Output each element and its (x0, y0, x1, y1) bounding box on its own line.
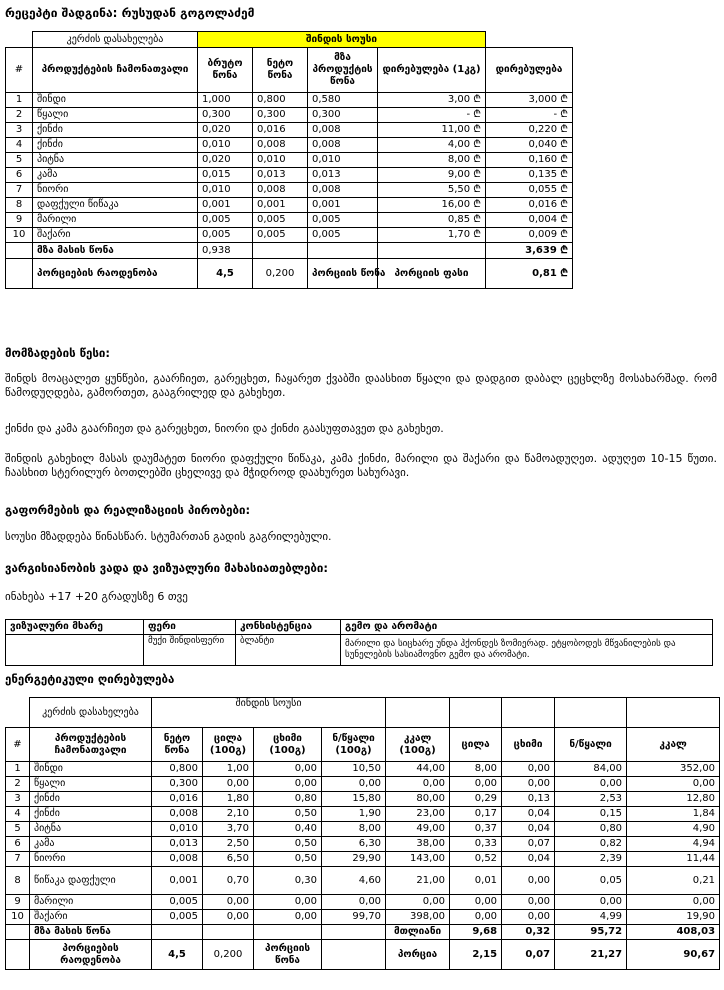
table-row (6, 837, 720, 852)
serving-text: სოუსი მზადდება წინასწარ. სტუმართან გადის გაგრილებული. (5, 530, 332, 543)
cell-c100: 0,00 (322, 895, 386, 910)
cell-k: 4,90 (627, 822, 720, 837)
cell-price: 0,85 ₾ (378, 213, 486, 228)
cell-price: 9,00 ₾ (378, 168, 486, 183)
cell-f: 0,00 (502, 910, 555, 925)
energy-portion-carb: 21,27 (555, 940, 627, 970)
cell-k: 19,90 (627, 910, 720, 925)
portion-weight-label: პორციის წონა (308, 259, 378, 289)
cell-n: 4 (6, 807, 30, 822)
cell-p: 0,37 (450, 822, 502, 837)
table-row (6, 777, 720, 792)
table-row (6, 93, 573, 108)
table-row (6, 807, 720, 822)
cell-c100: 99,70 (322, 910, 386, 925)
cell-name: კამა (33, 168, 198, 183)
cell-price: 11,00 ₾ (378, 123, 486, 138)
prep-paragraph-3: შინდის გახეხილ მასას დაუმატეთ ნიორი დაფქული წიწაკა, კამა ქინძი, მარილი და შაქარი და წამოადუღეთ. ადუღეთ 10-15 წუთი. ჩაასხით სტერილურ ბოთლებში ცხელივე და მჭიდროდ დაახურეთ სახურავი. (5, 452, 717, 479)
cell-name: შინდი (33, 93, 198, 108)
cell-cost: 0,220 ₾ (486, 123, 573, 138)
table-row (6, 792, 720, 807)
energy-portions-value: 4,5 (152, 940, 203, 970)
cell-c: 0,05 (555, 867, 627, 895)
cell-p100: 2,10 (203, 807, 254, 822)
cell-n: 3 (6, 123, 33, 138)
cell-net: 0,005 (253, 213, 308, 228)
cell-name: ქინძი (30, 807, 152, 822)
cell-net: 0,800 (152, 762, 203, 777)
cell-k: 1,84 (627, 807, 720, 822)
col-num: # (6, 48, 33, 93)
cell-n: 4 (6, 138, 33, 153)
cell-c: 4,99 (555, 910, 627, 925)
cell-gross: 1,000 (198, 93, 253, 108)
cell-n: 5 (6, 153, 33, 168)
cell-total: 0,013 (308, 168, 378, 183)
cell-p: 0,00 (450, 910, 502, 925)
cell-f100: 0,80 (254, 792, 322, 807)
e-col-fat: ცხიმი (502, 728, 555, 762)
e-col-product: პროდუქტების ჩამონათვალი (30, 728, 152, 762)
cell-price: - ₾ (378, 108, 486, 123)
cell-total: 0,005 (308, 228, 378, 243)
cell-f100: 0,30 (254, 867, 322, 895)
energy-total-carb: 95,72 (555, 925, 627, 940)
cell-net: 0,005 (152, 910, 203, 925)
cell-total: 0,001 (308, 198, 378, 213)
cell-name: ქინძი (33, 123, 198, 138)
cell-k100: 21,00 (386, 867, 450, 895)
cell-net: 0,008 (253, 138, 308, 153)
cell-c: 0,82 (555, 837, 627, 852)
energy-heading: ენერგეტიკული ღირებულება (5, 672, 175, 686)
table-row (6, 228, 573, 243)
cell-p: 0,17 (450, 807, 502, 822)
cell-c: 0,00 (555, 777, 627, 792)
table-row (6, 762, 720, 777)
cell-k100: 398,00 (386, 910, 450, 925)
cell-c100: 10,50 (322, 762, 386, 777)
cell-gross: 0,010 (198, 138, 253, 153)
portion-weight-value: 0,200 (253, 259, 308, 289)
cell-k: 0,00 (627, 895, 720, 910)
cell-k: 352,00 (627, 762, 720, 777)
cell-k: 0,21 (627, 867, 720, 895)
cell-cost: 0,009 ₾ (486, 228, 573, 243)
cell-p100: 3,70 (203, 822, 254, 837)
cell-name: შაქარი (33, 228, 198, 243)
portions-value: 4,5 (198, 259, 253, 289)
cell-gross: 0,001 (198, 198, 253, 213)
cell-name: კამა (30, 837, 152, 852)
cell-n: 6 (6, 168, 33, 183)
cost-table (5, 31, 573, 289)
prep-paragraph-2: ქინძი და კამა გაარჩიეთ და გარეცხეთ, ნიორი და ქინძი გაასუფთავეთ და გახეხეთ. (5, 422, 444, 435)
table-row (6, 852, 720, 867)
table-row (6, 910, 720, 925)
cell-f100: 0,00 (254, 895, 322, 910)
energy-portion-weight: 0,200 (203, 940, 254, 970)
cell-k100: 38,00 (386, 837, 450, 852)
col-total: მზა პროდუქტის წონა (308, 48, 378, 93)
energy-total-kcal: 408,03 (627, 925, 720, 940)
table-row (6, 213, 573, 228)
energy-portion-word: პორცია (386, 940, 450, 970)
cell-k100: 0,00 (386, 777, 450, 792)
cell-c100: 1,90 (322, 807, 386, 822)
table-row (6, 867, 720, 895)
cell-c: 0,80 (555, 822, 627, 837)
cell-f: 0,04 (502, 822, 555, 837)
cell-f100: 0,50 (254, 837, 322, 852)
table-row (6, 198, 573, 213)
cell-total: 0,580 (308, 93, 378, 108)
cell-name: შინდი (30, 762, 152, 777)
cell-c100: 8,00 (322, 822, 386, 837)
cell-p100: 2,50 (203, 837, 254, 852)
visual-side-header: ვიზუალური მხარე (6, 620, 144, 635)
cell-net: 0,008 (152, 852, 203, 867)
cell-net: 0,008 (152, 807, 203, 822)
energy-portion-weight-label: პორციის წონა (254, 940, 322, 970)
taste-header: გემო და არომატი (341, 620, 713, 635)
cell-gross: 0,020 (198, 153, 253, 168)
e-col-kcal: კკალ (627, 728, 720, 762)
cell-total: 0,300 (308, 108, 378, 123)
col-net: ნეტო წონა (253, 48, 308, 93)
cell-name: მარილი (33, 213, 198, 228)
energy-total-fat: 0,32 (502, 925, 555, 940)
cell-f100: 0,40 (254, 822, 322, 837)
cell-c100: 15,80 (322, 792, 386, 807)
cell-total: 0,010 (308, 153, 378, 168)
cell-c100: 0,00 (322, 777, 386, 792)
cell-net: 0,001 (152, 867, 203, 895)
cell-n: 2 (6, 777, 30, 792)
cell-n: 8 (6, 198, 33, 213)
cell-k: 0,00 (627, 777, 720, 792)
cell-price: 5,50 ₾ (378, 183, 486, 198)
cell-p: 0,29 (450, 792, 502, 807)
e-col-fat100: ცხიმი (100გ) (254, 728, 322, 762)
cell-f100: 0,00 (254, 762, 322, 777)
cell-cost: 0,040 ₾ (486, 138, 573, 153)
table-row (6, 123, 573, 138)
cell-f: 0,13 (502, 792, 555, 807)
cell-c100: 29,90 (322, 852, 386, 867)
col-gross: ბრუტო წონა (198, 48, 253, 93)
cell-name: წიწაკა დაფქული (30, 867, 152, 895)
cell-k: 12,80 (627, 792, 720, 807)
cell-net: 0,013 (253, 168, 308, 183)
table-row (6, 168, 573, 183)
cell-cost: 0,016 ₾ (486, 198, 573, 213)
cell-n: 9 (6, 895, 30, 910)
cell-k: 4,94 (627, 837, 720, 852)
cell-n: 6 (6, 837, 30, 852)
cell-n: 7 (6, 852, 30, 867)
cell-net: 0,800 (253, 93, 308, 108)
cell-p100: 1,00 (203, 762, 254, 777)
cell-p100: 0,70 (203, 867, 254, 895)
cell-f: 0,00 (502, 895, 555, 910)
cell-k100: 80,00 (386, 792, 450, 807)
cell-f100: 0,50 (254, 852, 322, 867)
cell-n: 2 (6, 108, 33, 123)
page-title: რეცეპტი შადგინა: რუსუდან გოგოლაძემ (5, 6, 255, 20)
cell-n: 1 (6, 762, 30, 777)
cell-n: 9 (6, 213, 33, 228)
cell-name: მარილი (30, 895, 152, 910)
e-col-kcal100: კკალ (100გ) (386, 728, 450, 762)
cell-p100: 1,80 (203, 792, 254, 807)
table-row (6, 108, 573, 123)
e-col-carb: ნ/წყალი (555, 728, 627, 762)
cell-p: 0,00 (450, 777, 502, 792)
cell-gross: 0,300 (198, 108, 253, 123)
cell-c: 0,15 (555, 807, 627, 822)
cell-k100: 23,00 (386, 807, 450, 822)
energy-portion-kcal: 90,67 (627, 940, 720, 970)
cell-p: 0,00 (450, 895, 502, 910)
cell-n: 10 (6, 910, 30, 925)
cell-c: 2,39 (555, 852, 627, 867)
portion-price: 0,81 ₾ (486, 259, 573, 289)
energy-dish-name: შინდის სოუსი (152, 698, 386, 728)
e-col-carb100: ნ/წყალი (100გ) (322, 728, 386, 762)
cell-f: 0,04 (502, 807, 555, 822)
col-cost: დირებულება (486, 48, 573, 93)
col-product: პროდუქტების ჩამონათვალი (33, 48, 198, 93)
cell-net: 0,005 (152, 895, 203, 910)
cell-name: პიტნა (30, 822, 152, 837)
table-row (6, 822, 720, 837)
dish-name: შინდის სოუსი (198, 32, 486, 48)
cell-n: 1 (6, 93, 33, 108)
cell-net: 0,016 (152, 792, 203, 807)
energy-total-protein: 9,68 (450, 925, 502, 940)
cell-name: დაფქული წიწაკა (33, 198, 198, 213)
cell-name: შაქარი (30, 910, 152, 925)
cell-net: 0,001 (253, 198, 308, 213)
cell-price: 8,00 ₾ (378, 153, 486, 168)
col-price-kg: დირებულება (1კგ) (378, 48, 486, 93)
cell-net: 0,005 (253, 228, 308, 243)
table-row (6, 153, 573, 168)
energy-table (5, 697, 720, 970)
cell-price: 1,70 ₾ (378, 228, 486, 243)
cell-cost: 0,055 ₾ (486, 183, 573, 198)
cell-f: 0,00 (502, 762, 555, 777)
cell-k100: 0,00 (386, 895, 450, 910)
cell-k: 11,44 (627, 852, 720, 867)
cell-p100: 6,50 (203, 852, 254, 867)
cell-name: ნიორი (33, 183, 198, 198)
cell-c: 0,00 (555, 895, 627, 910)
table-row (6, 138, 573, 153)
cell-cost: 3,000 ₾ (486, 93, 573, 108)
cell-f: 0,00 (502, 777, 555, 792)
cell-gross: 0,005 (198, 213, 253, 228)
visual-table (5, 619, 713, 666)
table-row (6, 895, 720, 910)
energy-portion-protein: 2,15 (450, 940, 502, 970)
cell-f100: 0,00 (254, 910, 322, 925)
table-row (6, 183, 573, 198)
cell-f100: 0,00 (254, 777, 322, 792)
cell-c100: 6,30 (322, 837, 386, 852)
cell-net: 0,010 (152, 822, 203, 837)
cell-name: ნიორი (30, 852, 152, 867)
cell-cost: 0,004 ₾ (486, 213, 573, 228)
energy-portion-fat: 0,07 (502, 940, 555, 970)
cell-p: 0,33 (450, 837, 502, 852)
e-col-num: # (6, 728, 30, 762)
prep-paragraph-1: შინდს მოაცალეთ ყუნწები, გაარჩიეთ, გარეცხეთ, ჩაყარეთ ქვაბში დაასხით წყალი და დადგით დაბალ ცეცხლზე მოსახარშად. რომ წამოდუღდება, გამორთეთ, გააგრილედ და გახეხეთ. (5, 372, 717, 399)
cell-f100: 0,50 (254, 807, 322, 822)
cell-c100: 4,60 (322, 867, 386, 895)
storage-heading: ვარგისიანობის ვადა და ვიზუალური მახასიათებლები: (5, 561, 328, 575)
cell-f: 0,04 (502, 852, 555, 867)
dish-name-label: კერძის დასახელება (33, 32, 198, 48)
consistency-header: კონსისტენცია (236, 620, 341, 635)
cell-c: 84,00 (555, 762, 627, 777)
portion-price-label: პორციის ფასი (378, 259, 486, 289)
cell-gross: 0,005 (198, 228, 253, 243)
cell-name: წყალი (30, 777, 152, 792)
cell-f: 0,00 (502, 867, 555, 895)
e-col-net: ნეტო წონა (152, 728, 203, 762)
energy-dish-name-label: კერძის დასახელება (30, 698, 152, 728)
cell-n: 8 (6, 867, 30, 895)
cell-name: წყალი (33, 108, 198, 123)
cell-total: 0,008 (308, 183, 378, 198)
cell-net: 0,016 (253, 123, 308, 138)
cell-p: 8,00 (450, 762, 502, 777)
cell-gross: 0,020 (198, 123, 253, 138)
cell-net: 0,300 (152, 777, 203, 792)
cell-gross: 0,010 (198, 183, 253, 198)
cell-n: 7 (6, 183, 33, 198)
cell-p100: 0,00 (203, 895, 254, 910)
e-col-protein100: ცილა (100გ) (203, 728, 254, 762)
color-value: მუქი შინდისფერი (144, 635, 236, 666)
cell-price: 16,00 ₾ (378, 198, 486, 213)
taste-value: მარილი და სიცხარე უნდა ჰქონდეს ზომიერად. ეტყობოდეს მწვანილების და სუნელების სასიამოვნო გემო და არომატი. (341, 635, 713, 666)
cell-k100: 44,00 (386, 762, 450, 777)
total-mass-gross: 0,938 (198, 243, 253, 259)
energy-total-word: მთლიანი (386, 925, 450, 940)
cell-p: 0,01 (450, 867, 502, 895)
cell-k100: 143,00 (386, 852, 450, 867)
cell-total: 0,008 (308, 123, 378, 138)
cell-n: 5 (6, 822, 30, 837)
cell-k100: 49,00 (386, 822, 450, 837)
cell-cost: 0,135 ₾ (486, 168, 573, 183)
cell-n: 10 (6, 228, 33, 243)
total-mass-label: მზა მასის წონა (33, 243, 198, 259)
cell-cost: - ₾ (486, 108, 573, 123)
cell-name: პიტნა (33, 153, 198, 168)
cell-price: 3,00 ₾ (378, 93, 486, 108)
cell-c: 2,53 (555, 792, 627, 807)
cell-net: 0,008 (253, 183, 308, 198)
cell-net: 0,300 (253, 108, 308, 123)
storage-text: ინახება +17 +20 გრადუსზე 6 თვე (5, 590, 188, 603)
cell-total: 0,005 (308, 213, 378, 228)
cell-name: ქინძი (30, 792, 152, 807)
cell-f: 0,07 (502, 837, 555, 852)
cell-total: 0,008 (308, 138, 378, 153)
cell-n: 3 (6, 792, 30, 807)
total-cost: 3,639 ₾ (486, 243, 573, 259)
cell-price: 4,00 ₾ (378, 138, 486, 153)
serving-heading: გაფორმების და რეალიზაციის პირობები: (5, 503, 251, 517)
e-col-protein: ცილა (450, 728, 502, 762)
cell-p: 0,52 (450, 852, 502, 867)
cell-name: ქინძი (33, 138, 198, 153)
cell-p100: 0,00 (203, 910, 254, 925)
portions-label: პორციების რაოდენობა (33, 259, 198, 289)
prep-heading: მომზადების წესი: (5, 346, 110, 360)
cell-cost: 0,160 ₾ (486, 153, 573, 168)
cell-net: 0,013 (152, 837, 203, 852)
energy-portions-label: პორციების რაოდენობა (30, 940, 152, 970)
color-header: ფერი (144, 620, 236, 635)
consistency-value: ბლანტი (236, 635, 341, 666)
cell-net: 0,010 (253, 153, 308, 168)
cell-gross: 0,015 (198, 168, 253, 183)
cell-p100: 0,00 (203, 777, 254, 792)
energy-total-label: მზა მასის წონა (30, 925, 152, 940)
